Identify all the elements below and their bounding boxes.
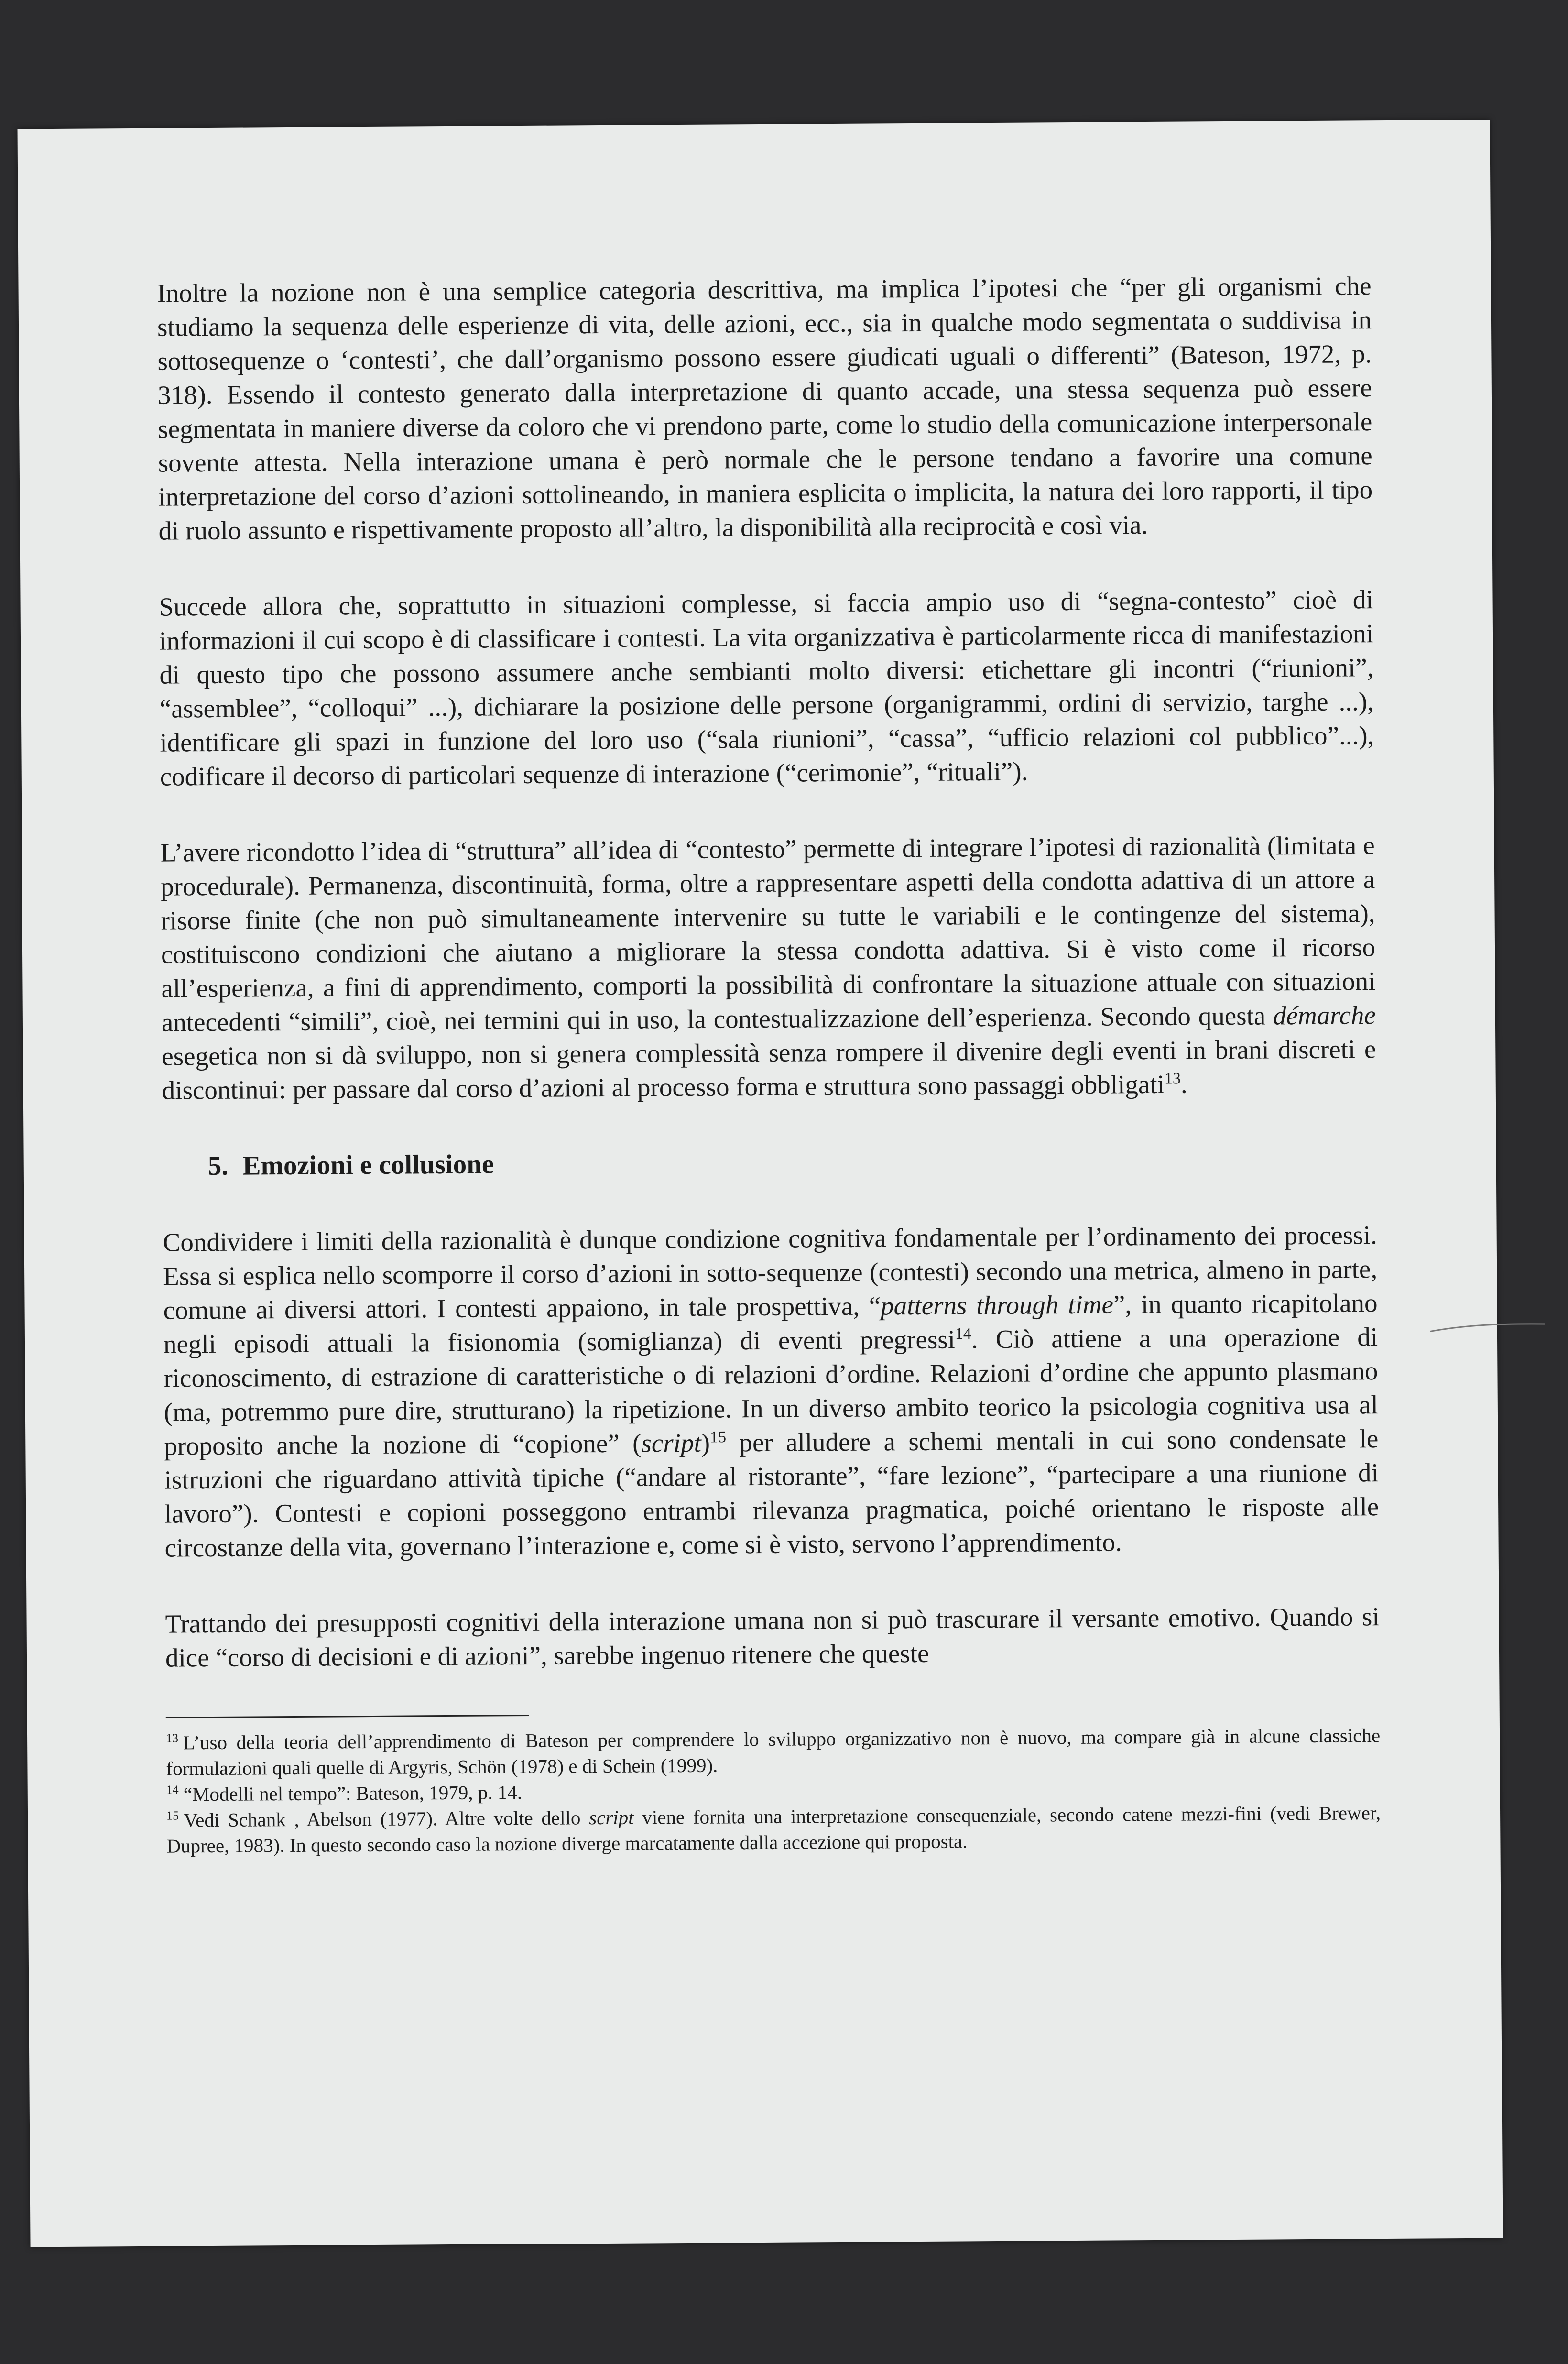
section-heading [163,1142,1377,1183]
pencil-mark [1430,1317,1545,1337]
paragraph-1: Inoltre la nozione non è una semplice categoria descrittiva, ma implica l’ipotesi che “per gli organismi che studiamo la sequenza delle esperienze di vita, delle azioni, ecc., sia in qualche modo segmentata o suddivisa in sottosequenze o ‘contesti’, che dall’organismo possono essere giudicati uguali o differenti” (Bateson, 1972, p. 318). Essendo il contesto generato dalla interpretazione di quanto accade, una stessa sequenza può essere segmentata in maniere diverse da coloro che vi prendono parte, come lo studio della comunicazione interpersonale sovente attesta. Nella interazione umana è però normale che le persone tendano a favorire una comune interpretazione del corso d’azioni sottolineando, in maniera esplicita o implicita, la natura dei loro rapporti, il tipo di ruolo assunto e rispettivamente proposto all’altro, la disponibilità alla reciprocità e così via. [157,271,1373,546]
paragraph-2: Succede allora che, soprattutto in situazioni complesse, si faccia ampio uso di “segna-contesto” cioè di informazioni il cui scopo è di classificare i contesti. La vita organizzativa è particolarmente ricca di manifestazioni di questo tipo che possono assumere anche sembianti molto diversi: etichettare gli incontri (“riunioni”, “assemblee”, “colloqui” ...), dichiarare la posizione delle persone (organigrammi, ordini di servizio, targhe ...), identificare gli spazi in funzione del loro uso (“sala riunioni”, “cassa”, “ufficio relazioni col pubblico”...), codificare il decorso di particolari sequenze di interazione (“cerimonie”, “rituali”). [159,585,1374,791]
italic-term: patterns through time [881,1290,1114,1321]
document-body [157,269,1381,1859]
paragraph-3: L’avere ricondotto l’idea di “struttura” all’idea di “contesto” permette di integrare l’ipotesi di razionalità (limitata e procedurale). Permanenza, discontinuità, forma, oltre a rappresentare aspetti della condotta adattiva di un attore a risorse finite (che non può simultaneamente intervenire su tutte le variabili e le contingenze del sistema), costituiscono condizioni che aiutano a migliorare la stessa condotta adattiva. Si è visto come il ricorso all’esperienza, a fini di apprendimento, comporti la possibilità di confrontare la situazione attuale con situazioni antecedenti “simili”, cioè, nei termini qui in uso, la contestualizzazione dell’esperienza. Secondo questa démarche esegetica non si dà sviluppo, non si genera complessità senza rompere il divenire degli eventi in brani discreti e discontinui: per passare dal corso d’azioni al processo forma e struttura sono passaggi obbligati$^{13}$. [160,831,1376,1105]
footnotes [166,1709,1381,1859]
footnote-ref-15: 15 [709,1428,727,1446]
paper-sheet [17,120,1503,2247]
paragraph-4: Condividere i limiti della razionalità è dunque condizione cognitiva fondamentale per l’ordinamento dei processi. Essa si esplica nello scomporre il corso d’azioni in sotto-sequenze (contesti) secondo una metrica, almeno in parte, comune ai diversi attori. I contesti appaiono, in tale prospettiva, “patterns through time”, in quanto ricapitolano negli episodi attuali la fisionomia (somiglianza) di eventi pregressi$^{14}$. Ciò attiene a una operazione di riconoscimento, di estrazione di caratteristiche o di relazioni d’ordine. Relazioni d’ordine che appunto plasmano (ma, potremmo pure dire, strutturano) la ripetizione. In un diverso ambito teorico la psicologia cognitiva usa al proposito anche la nozione di “copione” (script)$^{15}$ per alludere a schemi mentali in cui sono condensate le istruzioni che riguardano attività tipiche (“andare al ristorante”, “fare lezione”, “partecipare a una riunione di lavoro”). Contesti e copioni posseggono entrambi rilevanza pragmatica, poiché orientano le risposte alle circostanze della vita, governano l’interazione e, come si è visto, servono l’apprendimento. [163,1220,1379,1563]
footnote-ref-14: 14 [955,1324,971,1343]
paragraph-5: Trattando dei presupposti cognitivi della interazione umana non si può trascurare il versante emotivo. Quando si dice “corso di decisioni e di azioni”, sarebbe ingenuo ritenere che queste [165,1602,1380,1673]
section-number: 5. [207,1150,229,1182]
italic-term: script [641,1428,701,1458]
footnote-14: $^{14}$ “Modelli nel tempo”: Bateson, 1979, p. 14. [166,1781,523,1806]
footnote-13: $^{13}$ L’uso della teoria dell’apprendimento di Bateson per comprendere lo sviluppo organizzativo non è nuovo, ma compare già in alcune classiche formulazioni quali quelle di Argyris, Schön (1978) e di Schein (1999). [165,1724,1381,1780]
footnote-ref-13: 13 [1164,1070,1181,1088]
section-title: Emozioni e collusione [242,1149,494,1181]
footnote-divider [166,1715,529,1718]
footnote-15: $^{15}$ Vedi Schank , Abelson (1977). Altre volte dello script viene fornita una interpretazione consequenziale, secondo catene mezzi-fini (vedi Brewer, Dupree, 1983). In questo secondo caso la nozione diverge marcatamente dalla accezione qui proposta. [166,1802,1381,1857]
italic-term: démarche [1273,1000,1376,1030]
